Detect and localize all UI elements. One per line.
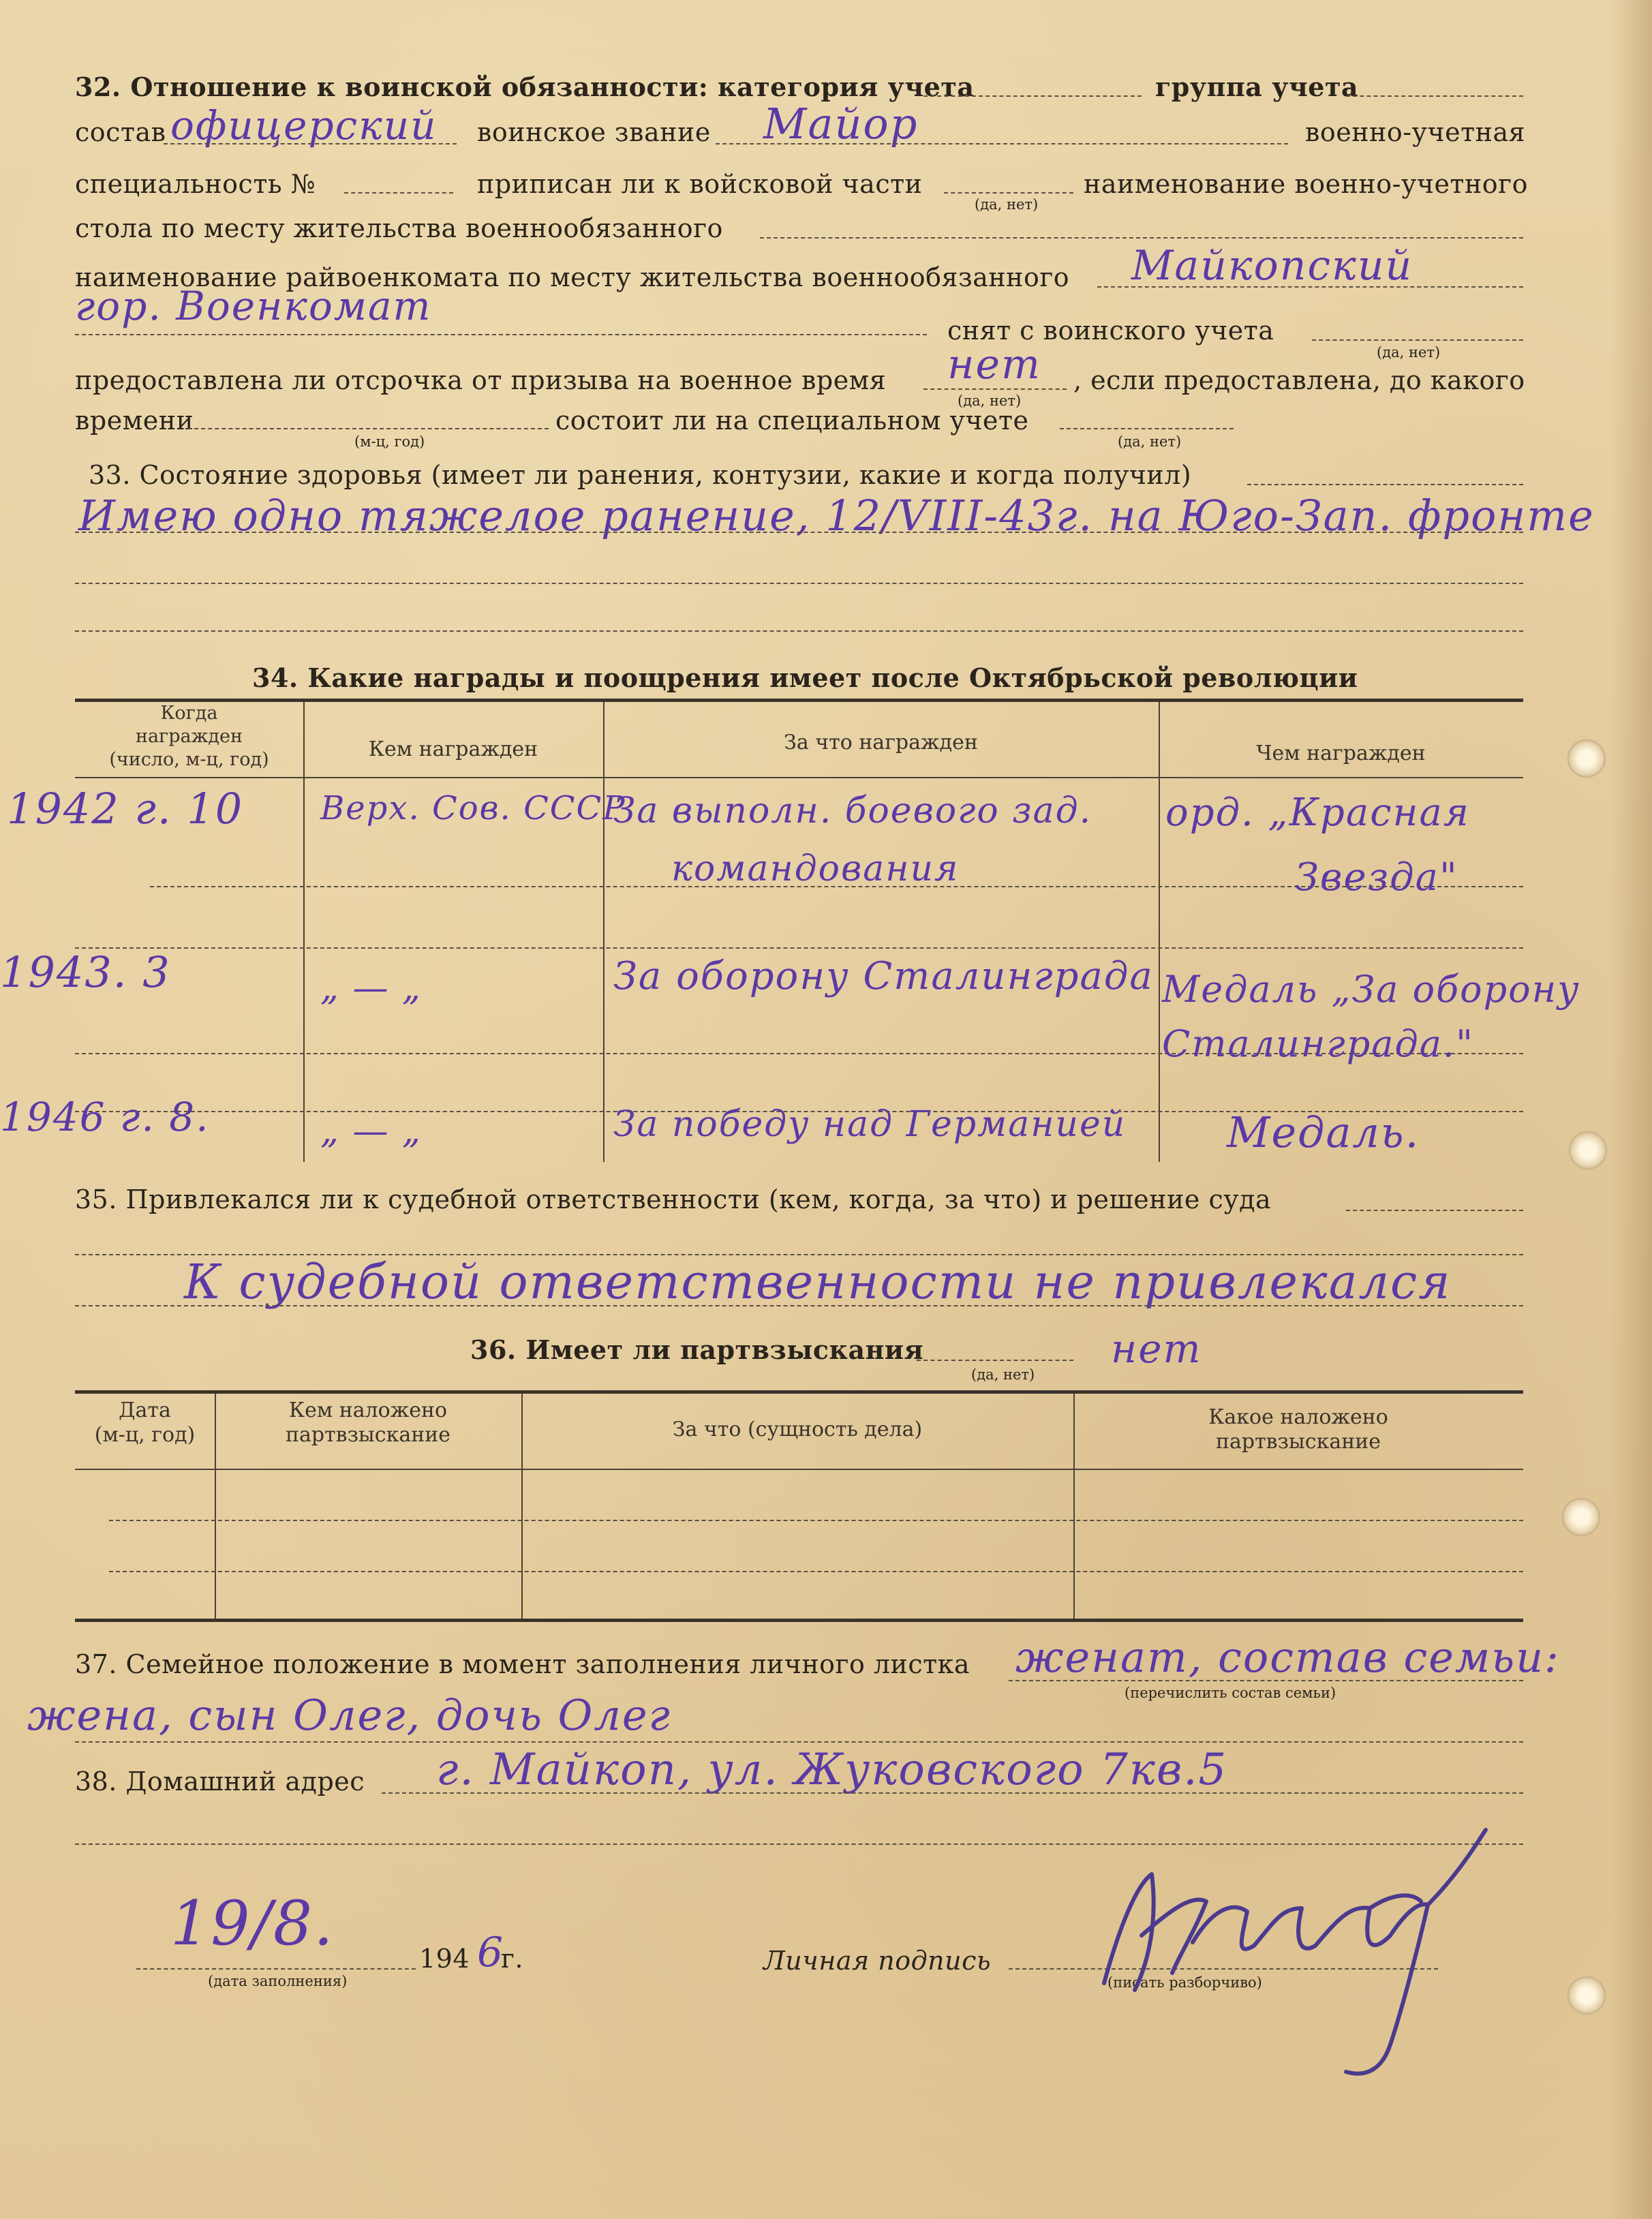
award-3-who: „ — „ (320, 1111, 422, 1152)
s32-special-registry-label: состоит ли на специальном учете (555, 405, 1029, 435)
hw-voenkomat-1: Майкопский (1131, 242, 1413, 290)
hw-court: К судебной ответственности не привлекался (184, 1254, 1452, 1310)
hw-address: г. Майкоп, ул. Жуковского 7кв.5 (436, 1745, 1228, 1795)
award-3-when: 1946 г. 8. (0, 1094, 210, 1140)
award-2-award-1: Медаль „За оборону (1162, 968, 1580, 1011)
hw-health: Имею одно тяжелое ранение, 12/VIII-43г. на Юго-Зап. фронте (78, 491, 1595, 540)
award-1-award-2: Звезда" (1295, 855, 1458, 900)
year-printed: 194 (419, 1944, 470, 1974)
award-2-what-1: За оборону Сталинграда (613, 954, 1154, 998)
hw-family-2: жена, сын Олег, дочь Олег (27, 1690, 671, 1740)
hw-year-digit: 6 (477, 1929, 505, 1976)
award-2-who: „ — „ (320, 968, 422, 1009)
s32-sostav-label: состав (75, 117, 166, 147)
s36-hint: (да, нет) (971, 1366, 1035, 1383)
s32-rank-label: воинское звание (477, 117, 711, 147)
s32-deferment-until-label: , если предоставлена, до какого (1073, 365, 1525, 395)
hw-sostav: офицерский (170, 102, 438, 149)
award-3-award-1: Медаль. (1227, 1107, 1420, 1157)
s34-header-award: Чем награжден (1256, 741, 1426, 765)
s36-header-penalty: Какое наложено партвзыскание (1208, 1405, 1388, 1454)
s32-deregistered-hint: (да, нет) (1377, 344, 1441, 361)
award-1-what-1: За выполн. боевого зад. (613, 791, 1092, 831)
s35-label: 35. Привлекался ли к судебной ответственности (кем, когда, за что) и решение суда (75, 1184, 1272, 1214)
s34-title: 34. Какие награды и поощрения имеет после Октябрьской революции (252, 662, 1358, 693)
s32-vus-table-label: наименование военно-учетного (1084, 169, 1528, 199)
punch-hole (1567, 739, 1606, 778)
s37-label: 37. Семейное положение в момент заполнения личного листка (75, 1649, 970, 1679)
s32-deferment-label: предоставлена ли отсрочка от призыва на военное время (75, 365, 887, 395)
paper-edge (1611, 0, 1652, 2219)
personal-signature (1077, 1826, 1513, 2085)
award-1-award-1: орд. „Красная (1165, 791, 1470, 835)
s32-line1-label: 32. Отношение к воинской обязанности: категория учета (75, 72, 975, 102)
s32-unit-hint: (да, нет) (975, 196, 1039, 213)
hw-party-penalty: нет (1111, 1326, 1202, 1372)
s38-label: 38. Домашний адрес (75, 1766, 365, 1796)
s32-deferment-hint: (да, нет) (958, 393, 1022, 409)
s32-unit-label: приписан ли к войсковой части (477, 169, 923, 199)
s33-label: 33. Состояние здоровья (имеет ли ранения, контузии, какие и когда получил) (89, 460, 1192, 490)
s32-time-label: времени (75, 405, 194, 435)
s34-header-when: Когда награжден (число, м-ц, год) (109, 703, 269, 770)
s34-header-what: За что награжден (784, 731, 978, 754)
s32-vus-label: военно-учетная (1305, 117, 1526, 147)
award-3-what-1: За победу над Германией (613, 1104, 1127, 1145)
s32-special-registry-hint: (да, нет) (1118, 433, 1182, 450)
s32-voenkomat-label: наименование райвоенкомата по месту жительства военнообязанного (75, 262, 1070, 292)
s36-header-who: Кем наложено партвзыскание (286, 1398, 450, 1447)
s32-time-hint: (м-ц, год) (354, 433, 425, 450)
s34-header-who: Кем награжден (368, 737, 538, 761)
s36-header-what: За что (сущность дела) (672, 1418, 923, 1441)
award-1-when: 1942 г. 10 (7, 784, 244, 833)
award-2-award-2: Сталинграда." (1162, 1022, 1474, 1065)
hw-family-1: женат, состав семьи: (1015, 1632, 1560, 1682)
award-1-what-2: командования (671, 848, 960, 889)
s32-group-label: группа учета (1155, 72, 1359, 102)
award-2-when: 1943. 3 (0, 947, 171, 997)
s32-specialty-label: специальность № (75, 169, 316, 199)
hw-fill-date: 19/8. (170, 1888, 335, 1959)
year-suffix: г. (501, 1944, 523, 1974)
s37-hint: (перечислить состав семьи) (1125, 1685, 1336, 1701)
punch-hole (1562, 1498, 1600, 1536)
award-1-who: Верх. Сов. СССР (320, 789, 626, 827)
s32-deregistered-label: снят с воинского учета (947, 316, 1274, 346)
s36-header-date: Дата (м-ц, год) (94, 1398, 196, 1447)
fill-date-hint: (дата заполнения) (208, 1973, 348, 1989)
punch-hole (1567, 1976, 1606, 2015)
punch-hole (1569, 1131, 1607, 1169)
s32-table-label: стола по месту жительства военнообязанного (75, 213, 723, 243)
signature-label: Личная подпись (763, 1946, 992, 1976)
hw-voenkomat-2: гор. Военкомат (75, 283, 432, 329)
hw-deferment: нет (947, 341, 1041, 388)
signature-hint: (писать разборчиво) (1107, 1974, 1262, 1991)
hw-rank: Майор (763, 99, 919, 149)
s36-title: 36. Имеет ли партвзыскания (470, 1334, 924, 1365)
